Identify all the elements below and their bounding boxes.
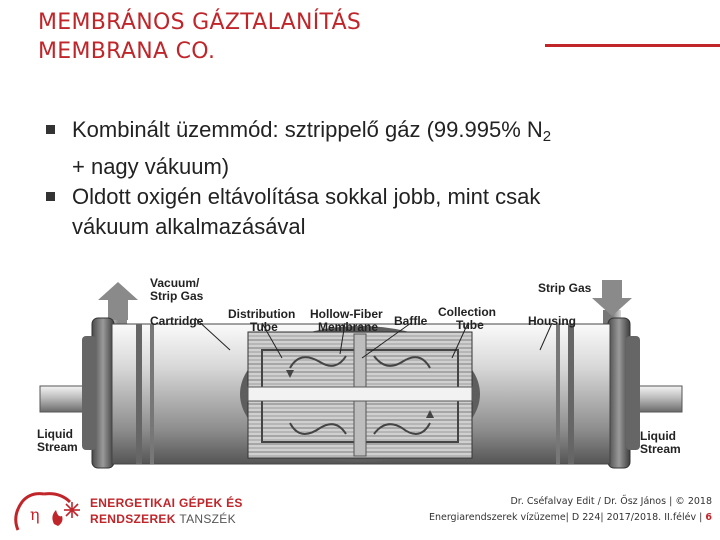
svg-text:η: η [30, 505, 40, 524]
membrane-contactor-illustration [0, 258, 720, 473]
title-rule [545, 44, 720, 47]
footer-course: Energiarendszerek vízüzeme| D 224| 2017/2018. II.félév | 6 [428, 512, 712, 523]
bullet-text-continued: vákuum alkalmazásával [72, 214, 306, 239]
label-hollow-fiber-membrane: Hollow-Fiber Membrane [310, 307, 383, 334]
bullet-item [42, 182, 702, 242]
bullet-text: Oldott oxigén eltávolítása sokkal jobb, mint csak [72, 184, 541, 209]
label-cartridge: Cartridge [150, 314, 204, 328]
footer-credits [429, 494, 712, 526]
label-baffle: Baffle [394, 314, 428, 328]
label-housing: Housing [528, 314, 576, 328]
bullet-subscript: 2 [542, 128, 552, 145]
vacuum-arrow-icon [98, 282, 138, 320]
label-strip-gas: Strip Gas [538, 281, 592, 295]
label-distribution-tube: Distribution Tube [228, 307, 296, 334]
bullet-list [42, 115, 702, 242]
bullet-text: Kombinált üzemmód: sztrippelő gáz (99.995% N [72, 117, 543, 142]
title-line-1: MEMBRÁNOS GÁZTALANÍTÁS [38, 10, 362, 35]
department-logo [8, 490, 243, 534]
label-vacuum-strip-gas: Vacuum/ Strip Gas [150, 276, 204, 303]
label-liquid-stream-out: Liquid Stream [640, 429, 681, 456]
label-collection-tube: Collection Tube [438, 305, 497, 332]
membrane-contactor-diagram [0, 258, 720, 473]
bullet-text-continued: + nagy vákuum) [72, 154, 230, 179]
logo-line-1: ENERGETIKAI GÉPEK ÉS [90, 496, 243, 510]
bullet-marker-icon [46, 192, 55, 201]
logo-line-2: RENDSZEREK TANSZÉK [90, 512, 236, 526]
label-liquid-stream-in: Liquid Stream [37, 427, 78, 454]
bullet-item [42, 115, 702, 182]
page-number: 6 [705, 512, 712, 523]
bullet-marker-icon [46, 125, 55, 134]
department-emblem-icon [8, 490, 88, 534]
strip-gas-arrow-icon [592, 280, 632, 316]
title-line-2: MEMBRANA CO. [38, 39, 216, 64]
slide-title [38, 8, 361, 66]
footer-authors: Dr. Cséfalvay Edit / Dr. Ősz János | © 2018 [510, 496, 712, 507]
